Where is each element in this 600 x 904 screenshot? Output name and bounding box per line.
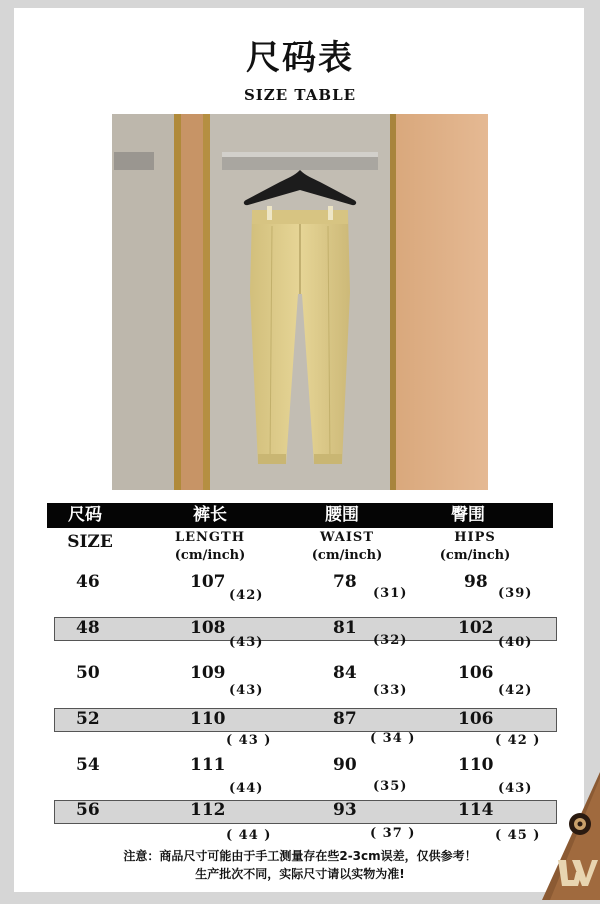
cell-hips: 98 [464, 572, 488, 592]
cell-hips-inch: (40) [498, 635, 533, 650]
cell-hips: 102 [458, 618, 494, 638]
cell-length-inch: ( 43 ) [226, 733, 272, 748]
cell-hips-inch: (42) [498, 683, 533, 698]
cell-waist: 84 [333, 663, 357, 683]
cell-size: 52 [76, 709, 100, 729]
cell-length-inch: (43) [229, 635, 264, 650]
cell-size: 46 [76, 572, 100, 592]
subheader-hips-unit: (cm/inch) [439, 548, 511, 563]
cell-length: 108 [190, 618, 226, 638]
cell-size: 56 [76, 800, 100, 820]
header-length: 裤长 [193, 505, 227, 525]
cell-waist-inch: (31) [373, 586, 408, 601]
cell-waist: 78 [333, 572, 357, 592]
subheader-waist-unit: (cm/inch) [311, 548, 383, 563]
product-photo [112, 114, 488, 490]
cell-waist-inch: (33) [373, 683, 408, 698]
cell-waist-inch: ( 34 ) [370, 731, 416, 746]
cell-length: 110 [190, 709, 226, 729]
cell-length-inch: (42) [229, 588, 264, 603]
cell-waist: 90 [333, 755, 357, 775]
subheader-length: LENGTH [175, 530, 245, 545]
page-subtitle: SIZE TABLE [243, 86, 357, 104]
brand-logo-icon [528, 772, 600, 900]
cell-length-inch: ( 44 ) [226, 828, 272, 843]
cell-size: 50 [76, 663, 100, 683]
cell-length: 107 [190, 572, 226, 592]
cell-length-inch: (44) [229, 781, 264, 796]
note-line-2: 生产批次不同，实际尺寸请以实物为准! [195, 867, 405, 881]
cell-hips: 106 [458, 709, 494, 729]
subheader-size: SIZE [67, 532, 113, 552]
cell-hips: 106 [458, 663, 494, 683]
cell-size: 48 [76, 618, 100, 638]
cell-waist-inch: ( 37 ) [370, 826, 416, 841]
cell-hips-inch: ( 42 ) [495, 733, 541, 748]
subheader-waist: WAIST [320, 530, 374, 545]
cell-hips-inch: (43) [498, 781, 533, 796]
cell-waist: 81 [333, 618, 357, 638]
subheader-length-unit: (cm/inch) [174, 548, 246, 563]
note-line-1: 注意：商品尺寸可能由于手工测量存在些2-3cm误差，仅供参考！ [123, 849, 477, 863]
cell-length: 111 [190, 755, 226, 775]
cell-waist-inch: (32) [373, 633, 408, 648]
cell-size: 54 [76, 755, 100, 775]
header-size: 尺码 [68, 505, 102, 525]
cell-hips: 114 [458, 800, 494, 820]
header-hips: 臀围 [451, 505, 485, 525]
cell-hips: 110 [458, 755, 494, 775]
cell-hips-inch: ( 45 ) [495, 828, 541, 843]
cell-length: 109 [190, 663, 226, 683]
cell-waist: 87 [333, 709, 357, 729]
cell-hips-inch: (39) [498, 586, 533, 601]
subheader-hips: HIPS [454, 530, 496, 545]
header-waist: 腰围 [325, 505, 359, 525]
cell-length: 112 [190, 800, 226, 820]
cell-length-inch: (43) [229, 683, 264, 698]
cell-waist: 93 [333, 800, 357, 820]
page-title: 尺码表 [246, 38, 354, 78]
cell-waist-inch: (35) [373, 779, 408, 794]
